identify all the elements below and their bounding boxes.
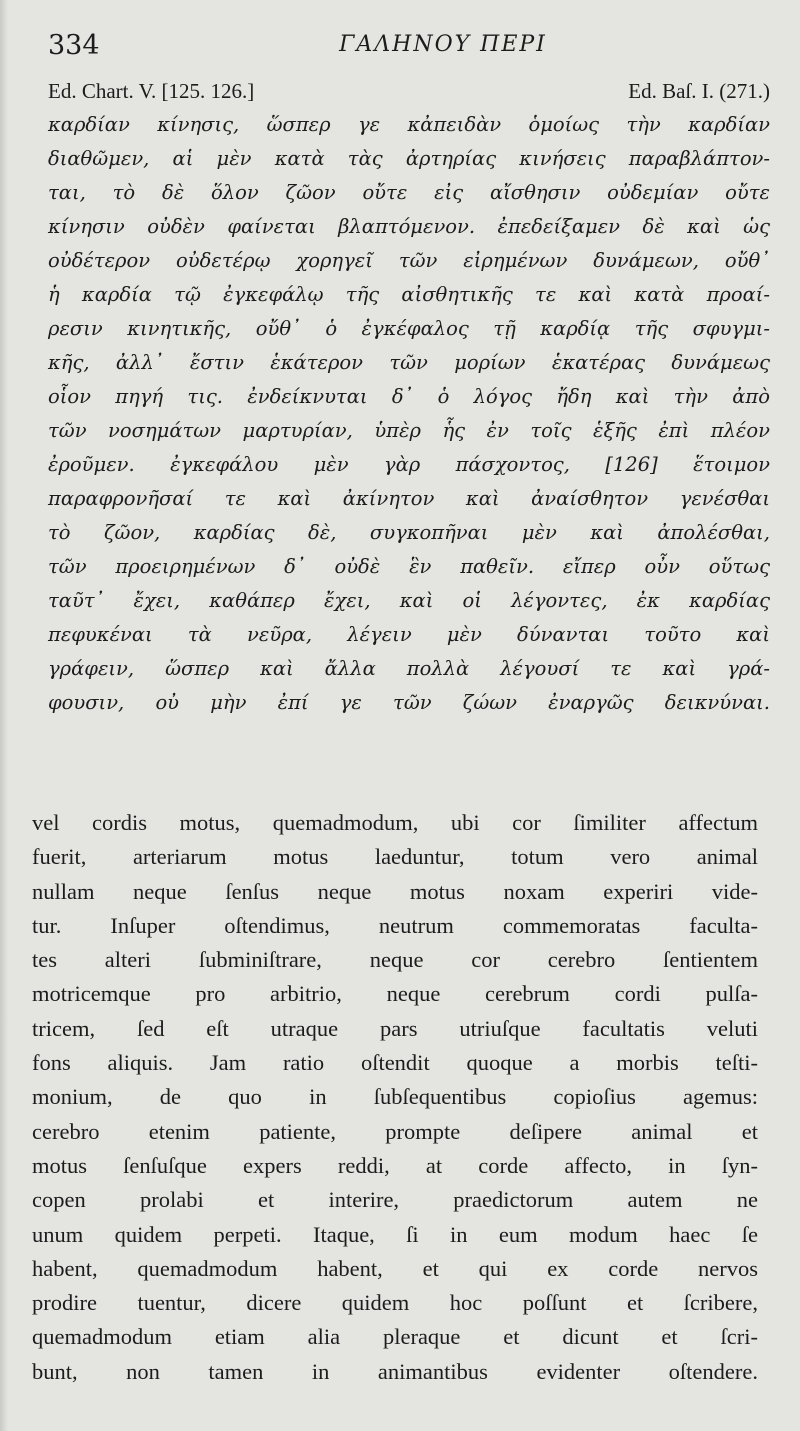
latin-line: fuerit, arteriarum motus laeduntur, totum vero animal: [32, 844, 758, 870]
running-title: ΓΑΛΗΝΟΥ ΠΕΡΙ: [339, 32, 547, 57]
latin-line: prodire tuentur, dicere quidem hoc poſſunt et ſcribere,: [32, 1290, 758, 1316]
greek-text-block: [48, 108, 770, 720]
latin-line: cerebro etenim patiente, prompte deſipere animal et: [32, 1118, 758, 1144]
page-edge-shadow: [0, 0, 8, 1431]
greek-line: τῶν προειρημένων δ᾽ οὐδὲ ἓν παθεῖν. εἴπερ οὖν οὕτως: [48, 555, 770, 578]
latin-line: copen prolabi et interire, praedictorum autem ne: [32, 1187, 758, 1213]
greek-line: πεφυκέναι τὰ νεῦρα, λέγειν μὲν δύνανται τοῦτο καὶ: [48, 623, 770, 646]
latin-line: motricemque pro arbitrio, neque cerebrum cordi pulſa-: [32, 981, 758, 1007]
greek-line: κίνησιν οὐδὲν φαίνεται βλαπτόμενον. ἐπεδείξαμεν δὲ καὶ ὡς: [48, 215, 770, 238]
greek-line: διαθῶμεν, αἱ μὲν κατὰ τὰς ἀρτηρίας κινήσεις παραβλάπτον-: [48, 147, 770, 170]
greek-line: οὐδέτερον οὐδετέρῳ χορηγεῖ τῶν εἰρημένων δυνάμεων, οὔθ᾽: [48, 249, 770, 272]
latin-line: nullam neque ſenſus neque motus noxam experiri vide-: [32, 878, 758, 904]
latin-line: bunt, non tamen in animantibus evidenter oſtendere.: [32, 1358, 758, 1384]
latin-line: habent, quemadmodum habent, et qui ex corde nervos: [32, 1255, 758, 1281]
greek-line: ται, τὸ δὲ ὅλον ζῶον οὔτε εἰς αἴσθησιν οὐδεμίαν οὔτε: [48, 181, 770, 204]
greek-line: φουσιν, οὐ μὴν ἐπί γε τῶν ζώων ἐναργῶς δεικνύναι.: [48, 691, 770, 714]
latin-line: tricem, ſed eſt utraque pars utriuſque facultatis veluti: [32, 1015, 758, 1041]
greek-line: τὸ ζῶον, καρδίας δὲ, συγκοπῆναι μὲν καὶ ἀπολέσθαι,: [48, 521, 770, 544]
greek-line: ταῦτ᾽ ἔχει, καθάπερ ἔχει, καὶ οἱ λέγοντες, ἐκ καρδίας: [48, 589, 770, 612]
greek-line: καρδίαν κίνησις, ὥσπερ γε κἀπειδὰν ὁμοίως τὴν καρδίαν: [48, 113, 770, 136]
page-header: [48, 30, 768, 64]
greek-line: τῶν νοσημάτων μαρτυρίαν, ὑπὲρ ἧς ἐν τοῖς ἑξῆς ἐπὶ πλέον: [48, 419, 770, 442]
latin-line: fons aliquis. Jam ratio oſtendit quoque a morbis teſti-: [32, 1050, 758, 1076]
greek-line: παραφρονῆσαί τε καὶ ἀκίνητον καὶ ἀναίσθητον γενέσθαι: [48, 487, 770, 510]
greek-line: γράφειν, ὥσπερ καὶ ἄλλα πολλὰ λέγουσί τε καὶ γρά-: [48, 657, 770, 680]
latin-line: quemadmodum etiam alia pleraque et dicunt et ſcri-: [32, 1324, 758, 1350]
edition-reference-basel: Ed. Baſ. I. (271.): [628, 79, 770, 103]
latin-line: vel cordis motus, quemadmodum, ubi cor ſimiliter affectum: [32, 810, 758, 835]
latin-line: unum quidem perpeti. Itaque, ſi in eum modum haec ſe: [32, 1221, 758, 1247]
greek-line: κῆς, ἀλλ᾽ ἔστιν ἑκάτερον τῶν μορίων ἑκατέρας δυνάμεως: [48, 351, 770, 374]
page-number: 334: [48, 30, 100, 61]
greek-line: ρεσιν κινητικῆς, οὔθ᾽ ὁ ἐγκέφαλος τῇ καρδίᾳ τῆς σφυγμι-: [48, 317, 770, 340]
edition-reference-chartier: Ed. Chart. V. [125. 126.]: [48, 79, 255, 103]
latin-line: tur. Inſuper oſtendimus, neutrum commemoratas faculta-: [32, 912, 758, 938]
edition-references: [48, 79, 770, 105]
latin-line: motus ſenſuſque expers reddi, at corde affecto, in ſyn-: [32, 1152, 758, 1178]
greek-line: οἷον πηγή τις. ἐνδείκνυται δ᾽ ὁ λόγος ἤδη καὶ τὴν ἀπὸ: [48, 385, 770, 408]
latin-text-block: [32, 806, 758, 1389]
greek-line: ἐροῦμεν. ἐγκεφάλου μὲν γὰρ πάσχοντος, [126] ἕτοιμον: [48, 453, 770, 476]
latin-line: monium, de quo in ſubſequentibus copioſius agemus:: [32, 1084, 758, 1110]
latin-line: tes alteri ſubminiſtrare, neque cor cerebro ſentientem: [32, 947, 758, 973]
greek-line: ἡ καρδία τῷ ἐγκεφάλῳ τῆς αἰσθητικῆς τε καὶ κατὰ προαί-: [48, 283, 770, 306]
